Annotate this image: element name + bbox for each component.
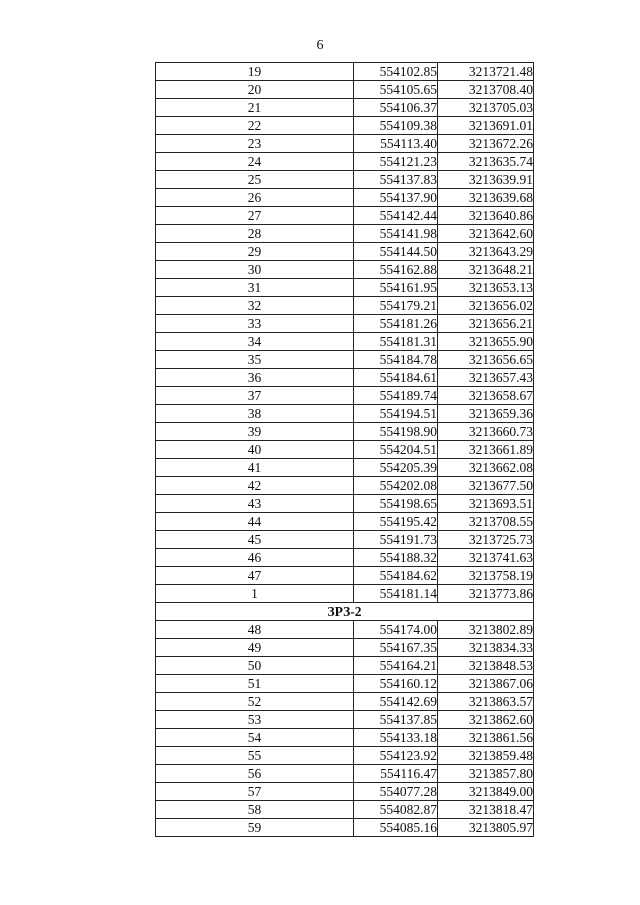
- point-number-cell: 37: [156, 387, 354, 405]
- x-coordinate-cell: 554105.65: [354, 81, 438, 99]
- point-number-cell: 46: [156, 549, 354, 567]
- point-number-cell: 43: [156, 495, 354, 513]
- x-coordinate-cell: 554167.35: [354, 639, 438, 657]
- y-coordinate-cell: 3213863.57: [438, 693, 534, 711]
- x-coordinate-cell: 554077.28: [354, 783, 438, 801]
- table-row: [156, 477, 534, 495]
- point-number-cell: 19: [156, 63, 354, 81]
- x-coordinate-cell: 554137.83: [354, 171, 438, 189]
- point-number-cell: 55: [156, 747, 354, 765]
- point-number-cell: 45: [156, 531, 354, 549]
- y-coordinate-cell: 3213662.08: [438, 459, 534, 477]
- x-coordinate-cell: 554194.51: [354, 405, 438, 423]
- y-coordinate-cell: 3213660.73: [438, 423, 534, 441]
- y-coordinate-cell: 3213648.21: [438, 261, 534, 279]
- y-coordinate-cell: 3213656.02: [438, 297, 534, 315]
- x-coordinate-cell: 554191.73: [354, 531, 438, 549]
- table-row: [156, 585, 534, 603]
- table-row: [156, 513, 534, 531]
- y-coordinate-cell: 3213741.63: [438, 549, 534, 567]
- point-number-cell: 28: [156, 225, 354, 243]
- point-number-cell: 35: [156, 351, 354, 369]
- y-coordinate-cell: 3213693.51: [438, 495, 534, 513]
- y-coordinate-cell: 3213653.13: [438, 279, 534, 297]
- table-row: [156, 261, 534, 279]
- table-row: [156, 423, 534, 441]
- x-coordinate-cell: 554161.95: [354, 279, 438, 297]
- page-number: 6: [316, 38, 324, 53]
- x-coordinate-cell: 554113.40: [354, 135, 438, 153]
- table-row: [156, 765, 534, 783]
- x-coordinate-cell: 554137.90: [354, 189, 438, 207]
- y-coordinate-cell: 3213635.74: [438, 153, 534, 171]
- y-coordinate-cell: 3213677.50: [438, 477, 534, 495]
- table-row: [156, 189, 534, 207]
- y-coordinate-cell: 3213708.40: [438, 81, 534, 99]
- y-coordinate-cell: 3213805.97: [438, 819, 534, 837]
- point-number-cell: 40: [156, 441, 354, 459]
- table-row: [156, 657, 534, 675]
- y-coordinate-cell: 3213849.00: [438, 783, 534, 801]
- x-coordinate-cell: 554195.42: [354, 513, 438, 531]
- point-number-cell: 22: [156, 117, 354, 135]
- table-row: [156, 117, 534, 135]
- table-row: [156, 621, 534, 639]
- point-number-cell: 38: [156, 405, 354, 423]
- point-number-cell: 29: [156, 243, 354, 261]
- y-coordinate-cell: 3213705.03: [438, 99, 534, 117]
- x-coordinate-cell: 554162.88: [354, 261, 438, 279]
- point-number-cell: 39: [156, 423, 354, 441]
- x-coordinate-cell: 554198.90: [354, 423, 438, 441]
- table-row: [156, 279, 534, 297]
- table-row: [156, 225, 534, 243]
- x-coordinate-cell: 554142.44: [354, 207, 438, 225]
- x-coordinate-cell: 554179.21: [354, 297, 438, 315]
- y-coordinate-cell: 3213691.01: [438, 117, 534, 135]
- table-row: [156, 315, 534, 333]
- point-number-cell: 59: [156, 819, 354, 837]
- x-coordinate-cell: 554181.26: [354, 315, 438, 333]
- section-header-row: [156, 603, 534, 621]
- table-row: [156, 495, 534, 513]
- table-row: [156, 819, 534, 837]
- table-row: [156, 99, 534, 117]
- x-coordinate-cell: 554102.85: [354, 63, 438, 81]
- point-number-cell: 44: [156, 513, 354, 531]
- table-row: [156, 63, 534, 81]
- point-number-cell: 47: [156, 567, 354, 585]
- point-number-cell: 42: [156, 477, 354, 495]
- x-coordinate-cell: 554205.39: [354, 459, 438, 477]
- y-coordinate-cell: 3213773.86: [438, 585, 534, 603]
- table-row: [156, 567, 534, 585]
- y-coordinate-cell: 3213802.89: [438, 621, 534, 639]
- point-number-cell: 48: [156, 621, 354, 639]
- table-row: [156, 171, 534, 189]
- point-number-cell: 21: [156, 99, 354, 117]
- y-coordinate-cell: 3213862.60: [438, 711, 534, 729]
- point-number-cell: 56: [156, 765, 354, 783]
- section-header-cell: ЗРЗ-2: [156, 603, 534, 621]
- point-number-cell: 34: [156, 333, 354, 351]
- y-coordinate-cell: 3213859.48: [438, 747, 534, 765]
- table-row: [156, 387, 534, 405]
- y-coordinate-cell: 3213658.67: [438, 387, 534, 405]
- x-coordinate-cell: 554198.65: [354, 495, 438, 513]
- y-coordinate-cell: 3213708.55: [438, 513, 534, 531]
- table-row: [156, 153, 534, 171]
- y-coordinate-cell: 3213657.43: [438, 369, 534, 387]
- table-row: [156, 207, 534, 225]
- x-coordinate-cell: 554160.12: [354, 675, 438, 693]
- y-coordinate-cell: 3213642.60: [438, 225, 534, 243]
- x-coordinate-cell: 554202.08: [354, 477, 438, 495]
- table-row: [156, 243, 534, 261]
- point-number-cell: 58: [156, 801, 354, 819]
- table-row: [156, 333, 534, 351]
- point-number-cell: 33: [156, 315, 354, 333]
- x-coordinate-cell: 554121.23: [354, 153, 438, 171]
- table-row: [156, 711, 534, 729]
- table-row: [156, 675, 534, 693]
- point-number-cell: 26: [156, 189, 354, 207]
- y-coordinate-cell: 3213857.80: [438, 765, 534, 783]
- x-coordinate-cell: 554184.61: [354, 369, 438, 387]
- x-coordinate-cell: 554184.78: [354, 351, 438, 369]
- y-coordinate-cell: 3213867.06: [438, 675, 534, 693]
- point-number-cell: 53: [156, 711, 354, 729]
- point-number-cell: 27: [156, 207, 354, 225]
- table-row: [156, 693, 534, 711]
- point-number-cell: 24: [156, 153, 354, 171]
- y-coordinate-cell: 3213656.65: [438, 351, 534, 369]
- point-number-cell: 1: [156, 585, 354, 603]
- point-number-cell: 50: [156, 657, 354, 675]
- table-row: [156, 441, 534, 459]
- y-coordinate-cell: 3213655.90: [438, 333, 534, 351]
- table-row: [156, 639, 534, 657]
- x-coordinate-cell: 554204.51: [354, 441, 438, 459]
- x-coordinate-cell: 554141.98: [354, 225, 438, 243]
- table-row: [156, 801, 534, 819]
- x-coordinate-cell: 554142.69: [354, 693, 438, 711]
- point-number-cell: 49: [156, 639, 354, 657]
- x-coordinate-cell: 554144.50: [354, 243, 438, 261]
- table-row: [156, 297, 534, 315]
- y-coordinate-cell: 3213758.19: [438, 567, 534, 585]
- y-coordinate-cell: 3213656.21: [438, 315, 534, 333]
- y-coordinate-cell: 3213672.26: [438, 135, 534, 153]
- y-coordinate-cell: 3213661.89: [438, 441, 534, 459]
- y-coordinate-cell: 3213659.36: [438, 405, 534, 423]
- table-row: [156, 531, 534, 549]
- x-coordinate-cell: 554181.14: [354, 585, 438, 603]
- point-number-cell: 57: [156, 783, 354, 801]
- coordinates-table: [155, 62, 534, 837]
- y-coordinate-cell: 3213643.29: [438, 243, 534, 261]
- table-row: [156, 135, 534, 153]
- x-coordinate-cell: 554164.21: [354, 657, 438, 675]
- y-coordinate-cell: 3213848.53: [438, 657, 534, 675]
- y-coordinate-cell: 3213818.47: [438, 801, 534, 819]
- point-number-cell: 41: [156, 459, 354, 477]
- point-number-cell: 36: [156, 369, 354, 387]
- table-row: [156, 729, 534, 747]
- x-coordinate-cell: 554188.32: [354, 549, 438, 567]
- x-coordinate-cell: 554174.00: [354, 621, 438, 639]
- x-coordinate-cell: 554106.37: [354, 99, 438, 117]
- point-number-cell: 52: [156, 693, 354, 711]
- point-number-cell: 31: [156, 279, 354, 297]
- point-number-cell: 54: [156, 729, 354, 747]
- point-number-cell: 20: [156, 81, 354, 99]
- x-coordinate-cell: 554184.62: [354, 567, 438, 585]
- x-coordinate-cell: 554123.92: [354, 747, 438, 765]
- x-coordinate-cell: 554082.87: [354, 801, 438, 819]
- point-number-cell: 23: [156, 135, 354, 153]
- x-coordinate-cell: 554137.85: [354, 711, 438, 729]
- table-row: [156, 783, 534, 801]
- y-coordinate-cell: 3213725.73: [438, 531, 534, 549]
- y-coordinate-cell: 3213639.68: [438, 189, 534, 207]
- point-number-cell: 30: [156, 261, 354, 279]
- x-coordinate-cell: 554085.16: [354, 819, 438, 837]
- table-row: [156, 747, 534, 765]
- x-coordinate-cell: 554116.47: [354, 765, 438, 783]
- x-coordinate-cell: 554133.18: [354, 729, 438, 747]
- point-number-cell: 32: [156, 297, 354, 315]
- table-row: [156, 459, 534, 477]
- x-coordinate-cell: 554189.74: [354, 387, 438, 405]
- y-coordinate-cell: 3213861.56: [438, 729, 534, 747]
- x-coordinate-cell: 554181.31: [354, 333, 438, 351]
- x-coordinate-cell: 554109.38: [354, 117, 438, 135]
- y-coordinate-cell: 3213639.91: [438, 171, 534, 189]
- table-row: [156, 405, 534, 423]
- table-row: [156, 369, 534, 387]
- y-coordinate-cell: 3213640.86: [438, 207, 534, 225]
- table-row: [156, 81, 534, 99]
- y-coordinate-cell: 3213834.33: [438, 639, 534, 657]
- table-row: [156, 351, 534, 369]
- point-number-cell: 51: [156, 675, 354, 693]
- table-row: [156, 549, 534, 567]
- point-number-cell: 25: [156, 171, 354, 189]
- y-coordinate-cell: 3213721.48: [438, 63, 534, 81]
- coordinates-table-body: [156, 63, 534, 837]
